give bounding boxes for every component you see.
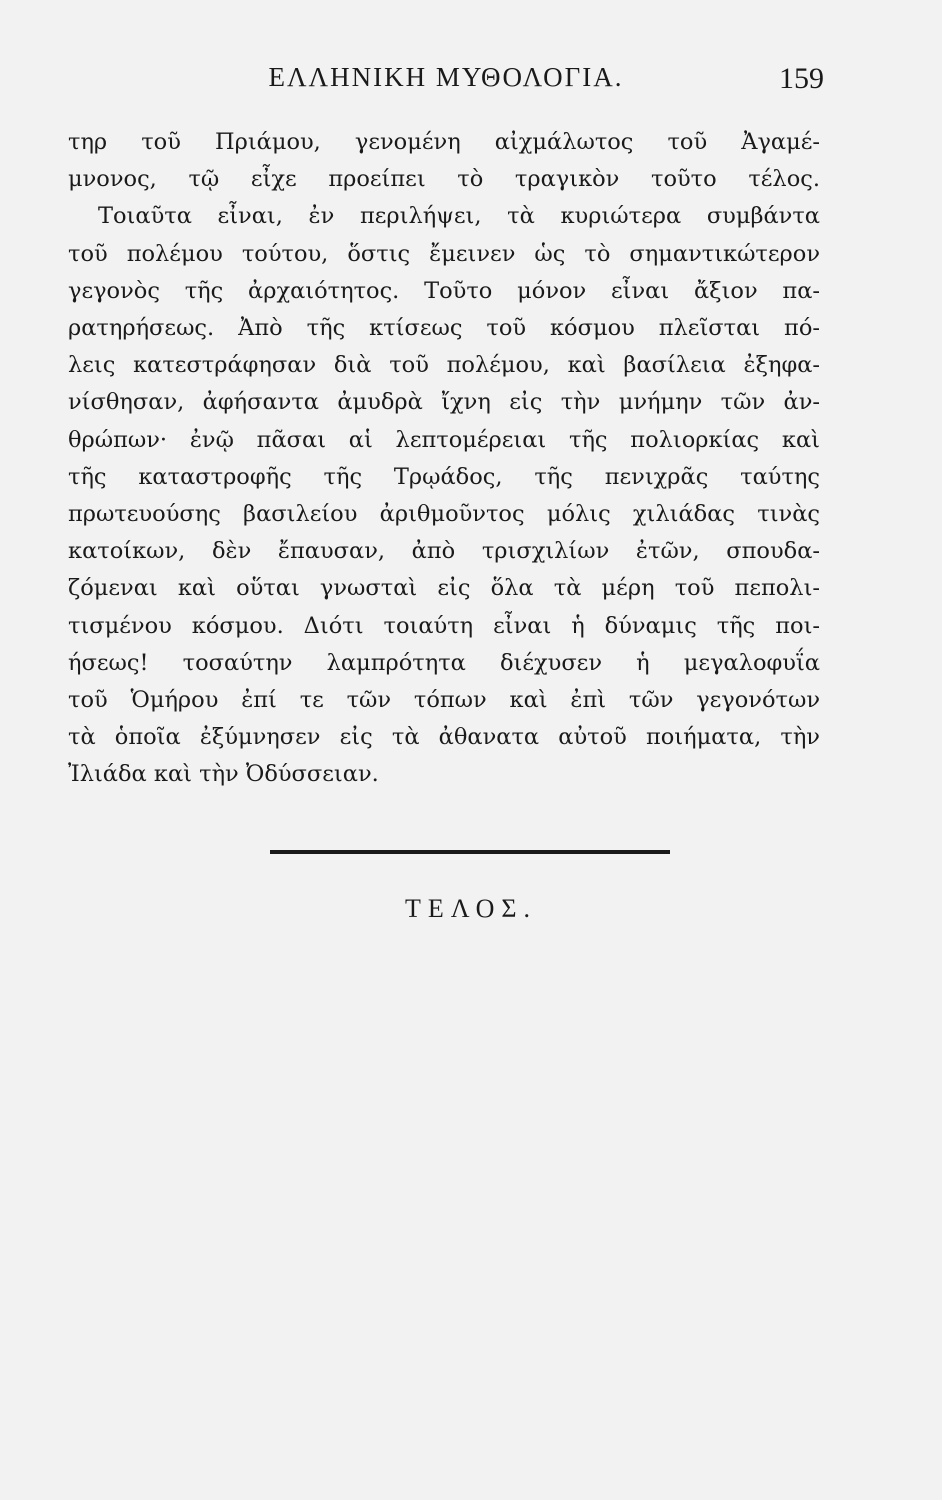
text-line: τισμένου κόσμου. Διότι τοιαύτη εἶναι ἡ δύναμις τῆς ποι- — [68, 612, 820, 639]
running-title: ΕΛΛΗΝΙΚΗ ΜΥΘΟΛΟΓΙΑ. — [268, 62, 624, 92]
text-line: μνονος, τῷ εἶχε προείπει τὸ τραγικὸν τοῦτο τέλος. — [68, 166, 820, 193]
text-line: νίσθησαν, ἀφήσαντα ἀμυδρὰ ἴχνη εἰς τὴν μνήμην τῶν ἀν- — [68, 389, 820, 416]
text-line: τηρ τοῦ Πριάμου, γενομένη αἰχμάλωτος τοῦ Ἀγαμέ- — [68, 129, 820, 155]
text-line: ήσεως! τοσαύτην λαμπρότητα διέχυσεν ἡ μεγαλοφυΐα — [68, 649, 820, 676]
text-line: τὰ ὁποῖα ἐξύμνησεν εἰς τὰ ἀθανατα αὐτοῦ ποιήματα, τὴν — [68, 724, 820, 751]
text-line: θρώπων· ἐνῷ πᾶσαι αἱ λεπτομέρειαι τῆς πολιορκίας καὶ — [68, 426, 820, 453]
text-line: τοῦ πολέμου τούτου, ὅστις ἔμεινεν ὡς τὸ σημαντικώτερον — [68, 240, 820, 267]
text-line: τοῦ Ὁμήρου ἐπί τε τῶν τόπων καὶ ἐπὶ τῶν γεγονότων — [68, 687, 820, 714]
page-number: 159 — [779, 62, 824, 95]
text-line: γεγονὸς τῆς ἀρχαιότητος. Τοῦτο μόνον εἶναι ἄξιον πα- — [68, 277, 820, 304]
text-line: Ἰλιάδα καὶ τὴν Ὀδύσσειαν. — [68, 761, 379, 788]
text-line: ρατηρήσεως. Ἀπὸ τῆς κτίσεως τοῦ κόσμου πλεῖσται πό- — [68, 315, 820, 342]
text-line: πρωτευούσης βασιλείου ἀριθμοῦντος μόλις χιλιάδας τινὰς — [68, 501, 820, 528]
text-line: ζόμεναι καὶ οὕται γνωσταὶ εἰς ὅλα τὰ μέρη τοῦ πεπολι- — [68, 575, 820, 602]
text-line: λεις κατεστράφησαν διὰ τοῦ πολέμου, καὶ βασίλεια ἐξηφα- — [68, 352, 820, 379]
end-mark: ΤΕΛΟΣ. — [405, 894, 537, 923]
horizontal-rule — [270, 850, 670, 854]
text-line: τῆς καταστροφῆς τῆς Τρῳάδος, τῆς πενιχρᾶς ταύτης — [68, 463, 820, 490]
body-text — [68, 124, 820, 794]
text-line: Τοιαῦτα εἶναι, ἐν περιλήψει, τὰ κυριώτερα συμβάντα — [98, 203, 820, 230]
text-line: κατοίκων, δὲν ἔπαυσαν, ἀπὸ τρισχιλίων ἐτῶν, σπουδα- — [68, 538, 820, 565]
page-header — [68, 62, 824, 106]
